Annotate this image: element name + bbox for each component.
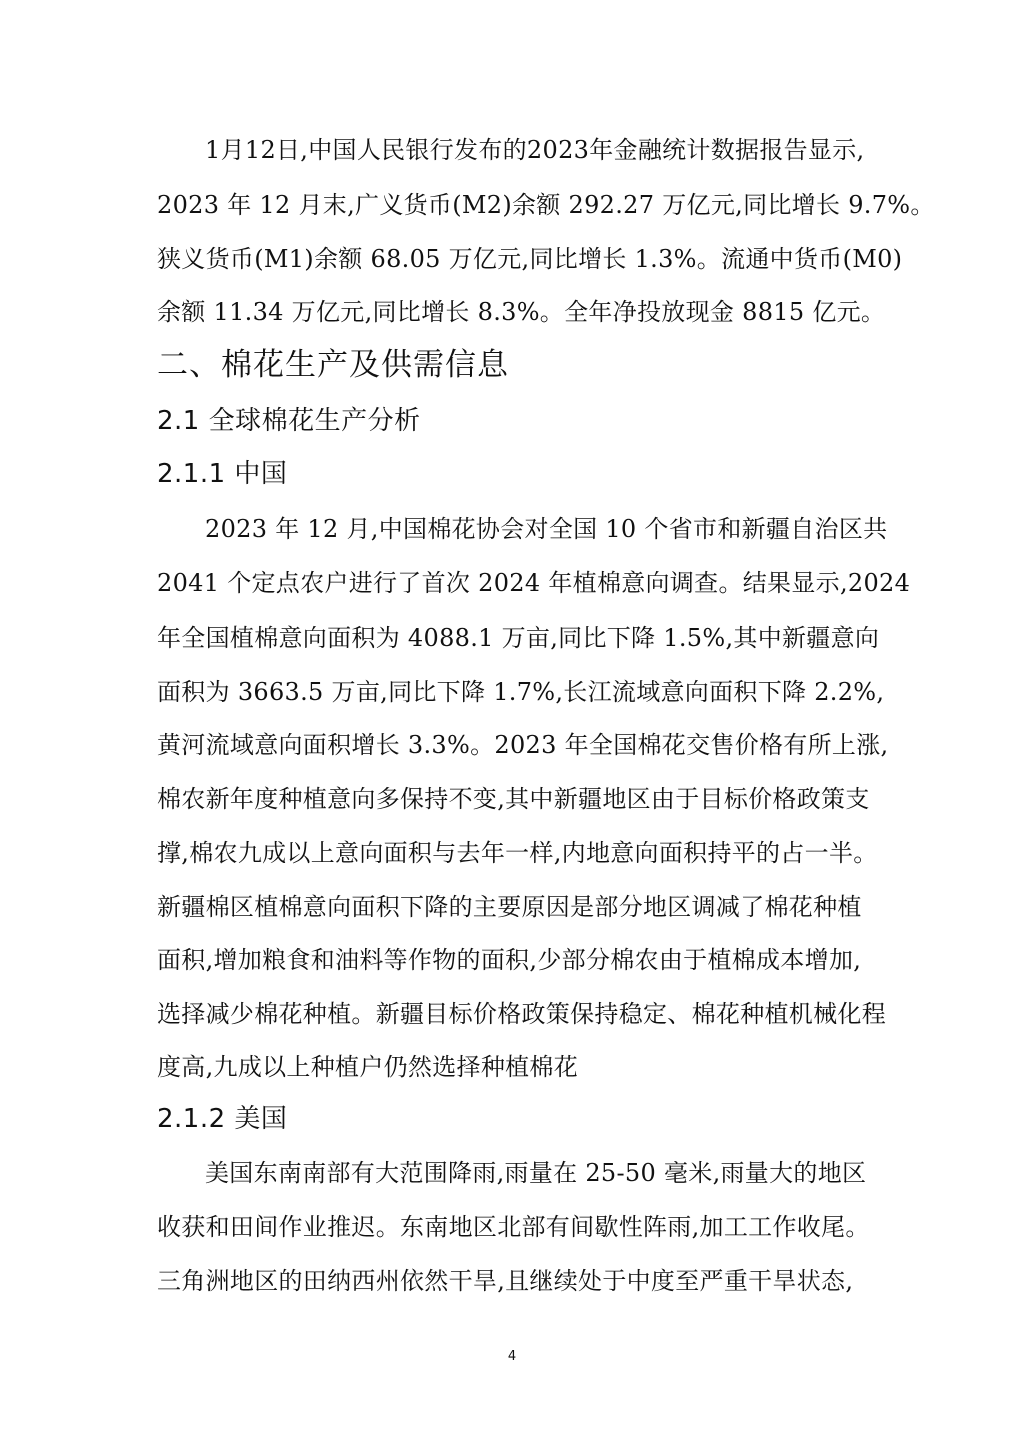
china-heading: 2.1.1 中国 (157, 459, 288, 489)
china-line-10: 选择减少棉花种植。新疆目标价格政策保持稳定、棉花种植机械化程 (157, 1000, 886, 1028)
page-number: 4 (507, 1349, 517, 1364)
intro-line-4: 余额 11.34 万亿元,同比增长 8.3%。全年净投放现金 8815 亿元。 (157, 298, 886, 326)
china-line-11: 度高,九成以上种植户仍然选择种植棉花 (157, 1053, 579, 1081)
usa-line-3: 三角洲地区的田纳西州依然干旱,且继续处于中度至严重干旱状态, (157, 1267, 854, 1295)
intro-line-1: 1月12日,中国人民银行发布的2023年金融统计数据报告显示, (205, 136, 865, 164)
china-line-7: 撑,棉农九成以上意向面积与去年一样,内地意向面积持平的占一半。 (157, 839, 878, 867)
china-line-3: 年全国植棉意向面积为 4088.1 万亩,同比下降 1.5%,其中新疆意向 (157, 624, 880, 652)
china-line-4: 面积为 3663.5 万亩,同比下降 1.7%,长江流域意向面积下降 2.2%, (157, 678, 885, 706)
china-line-6: 棉农新年度种植意向多保持不变,其中新疆地区由于目标价格政策支 (157, 785, 870, 813)
china-line-5: 黄河流域意向面积增长 3.3%。2023 年全国棉花交售价格有所上涨, (157, 731, 889, 759)
usa-line-1: 美国东南南部有大范围降雨,雨量在 25-50 毫米,雨量大的地区 (205, 1159, 867, 1187)
usa-heading: 2.1.2 美国 (157, 1104, 288, 1134)
china-line-2: 2041 个定点农户进行了首次 2024 年植棉意向调查。结果显示,2024 (157, 569, 911, 597)
intro-line-2: 2023 年 12 月末,广义货币(M2)余额 292.27 万亿元,同比增长 9.7%。 (157, 191, 935, 219)
intro-line-3: 狭义货币(M1)余额 68.05 万亿元,同比增长 1.3%。流通中货币(M0) (157, 245, 903, 273)
china-line-1: 2023 年 12 月,中国棉花协会对全国 10 个省市和新疆自治区共 (205, 515, 888, 543)
usa-line-2: 收获和田间作业推迟。东南地区北部有间歇性阵雨,加工工作收尾。 (157, 1213, 870, 1241)
china-line-9: 面积,增加粮食和油料等作物的面积,少部分棉农由于植棉成本增加, (157, 946, 862, 974)
subsection-heading: 2.1 全球棉花生产分析 (157, 406, 421, 436)
china-line-8: 新疆棉区植棉意向面积下降的主要原因是部分地区调减了棉花种植 (157, 893, 862, 921)
section-heading: 二、棉花生产及供需信息 (157, 347, 509, 383)
